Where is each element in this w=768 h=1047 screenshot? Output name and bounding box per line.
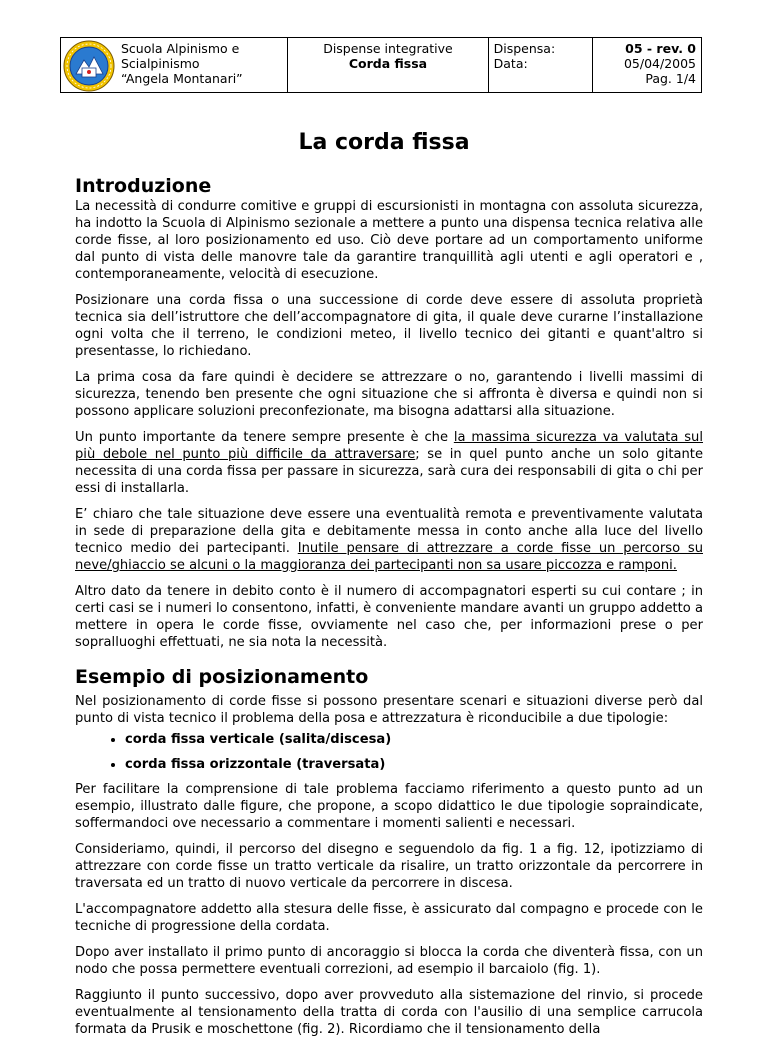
paragraph-text: ; se in quel punto anche un solo gitante necessita di una corda fissa per passare in sicurezza, sarà cura dei responsabili di gita o chi per essi di installarla.	[75, 447, 704, 496]
header-topic-cell	[288, 38, 488, 92]
document-body	[75, 174, 703, 1047]
paragraph: La necessità di condurre comitive e gruppi di escursionisti in montagna con assoluta sicurezza, ha indotto la Scuola di Alpinismo sezionale a mettere a punto una dispensa tecnica relativa alle corde fisse, al loro posizionamento ed uso. Ciò deve portare ad un comportamento uniforme dal punto di vista delle manovre tale da garantire tranquillità agli utenti e agli operatori e , contemporaneamente, velocità di esecuzione.	[75, 199, 703, 282]
typology-list	[75, 731, 703, 773]
paragraph: Dopo aver installato il primo punto di ancoraggio si blocca la corda che diventerà fissa, con un nodo che possa permettere eventuali correzioni, ad esempio il barcaiolo (fig. 1).	[75, 945, 703, 977]
header-values-cell	[593, 38, 701, 92]
underlined-text: Inutile pensare di attrezzare a corde fisse un percorso su neve/ghiaccio se alcuni o la maggioranza dei partecipanti non sa usare piccozza e ramponi.	[75, 541, 703, 573]
header-labels-cell	[489, 38, 594, 92]
paragraph	[75, 506, 703, 574]
header-school-cell	[61, 38, 288, 92]
underlined-text: la massima sicurezza va valutata sul più debole nel punto più difficile da attraversare	[75, 430, 703, 462]
paragraph: Raggiunto il punto successivo, dopo aver provveduto alla sistemazione del rinvio, si procede eventualmente al tensionamento della tratta di corda con l'ausilio di una semplice carrucola formata da Prusik e moschettone (fig. 2). Ricordiamo che il tensionamento della	[75, 988, 703, 1037]
topic-line1: Dispense integrative	[323, 41, 453, 56]
document-date: 05/04/2005	[623, 56, 696, 71]
paragraph: Per facilitare la comprensione di tale problema facciamo riferimento a questo punto ad un esempio, illustrato dalle figure, che propone, a scopo didattico le due tipologie sopraindicate, soffermandoci ove necessario a commentare i momenti salienti e necessari.	[75, 782, 703, 831]
list-item: • corda fissa verticale (salita/discesa)	[125, 731, 703, 748]
data-label: Data:	[493, 56, 528, 71]
paragraph: Posizionare una corda fissa o una successione di corde deve essere di assoluta proprietà tecnica sia dell’istruttore che dell’accompagnatore di gita, il quale deve curarne l’installazione ogni volta che il terreno, le condizioni meteo, il livello tecnico dei gitanti e quant'altro si presentasse, lo richiedano.	[75, 293, 703, 359]
paragraph-text: E’ chiaro che tale situazione deve essere una eventualità remota e preventivamente valutata in sede di preparazione della gita e debitamente messa in conto anche alla luce del livello tecnico medio dei partecipanti.	[75, 507, 703, 556]
school-name-line3: “Angela Montanari”	[121, 71, 243, 86]
paragraph	[75, 429, 703, 497]
example-heading: Esempio di posizionamento	[75, 666, 369, 688]
topic-line2: Corda fissa	[348, 56, 428, 71]
school-logo-icon	[63, 40, 115, 92]
intro-heading: Introduzione	[75, 175, 212, 197]
paragraph: Nel posizionamento di corde fisse si possono presentare scenari e situazioni diverse però dal punto di vista tecnico il problema della posa e attrezzatura è riconducibile a due tipologie:	[75, 694, 703, 726]
header-table	[60, 37, 702, 93]
dispensa-label: Dispensa:	[493, 41, 556, 56]
paragraph: L'accompagnatore addetto alla stesura delle fisse, è assicurato dal compagno e procede con le tecniche di progressione della cordata.	[75, 902, 703, 934]
school-name-line2: Scialpinismo	[121, 56, 200, 71]
document-code: 05 - rev. 0	[625, 41, 696, 56]
paragraph-text: Un punto importante da tenere sempre presente è che	[75, 430, 454, 445]
school-name-line1: Scuola Alpinismo e	[121, 41, 240, 56]
page-title: La corda fissa	[298, 130, 470, 155]
list-item: • corda fissa orizzontale (traversata)	[125, 756, 703, 773]
page-number: Pag. 1/4	[645, 71, 696, 86]
paragraph: Altro dato da tenere in debito conto è il numero di accompagnatori esperti su cui contare ; in certi casi se i numeri lo consentono, infatti, è conveniente mandare avanti un gruppo addetto a mettere in opera le corde fisse, ovviamente nel caso che, per informazioni prese o per sopralluoghi effettuati, ne sia nota la necessità.	[75, 584, 703, 650]
paragraph: La prima cosa da fare quindi è decidere se attrezzare o no, garantendo i livelli massimi di sicurezza, tenendo ben presente che ogni situazione che si affronta è diversa e quindi non si possono applicare soluzioni preconfezionate, ma bisogna adattarsi alla situazione.	[75, 370, 703, 419]
paragraph: Consideriamo, quindi, il percorso del disegno e seguendolo da fig. 1 a fig. 12, ipotizziamo di attrezzare con corde fisse un tratto verticale da risalire, un tratto orizzontale da percorrere in traversata ed un tratto di nuovo verticale da percorrere in discesa.	[75, 842, 703, 891]
